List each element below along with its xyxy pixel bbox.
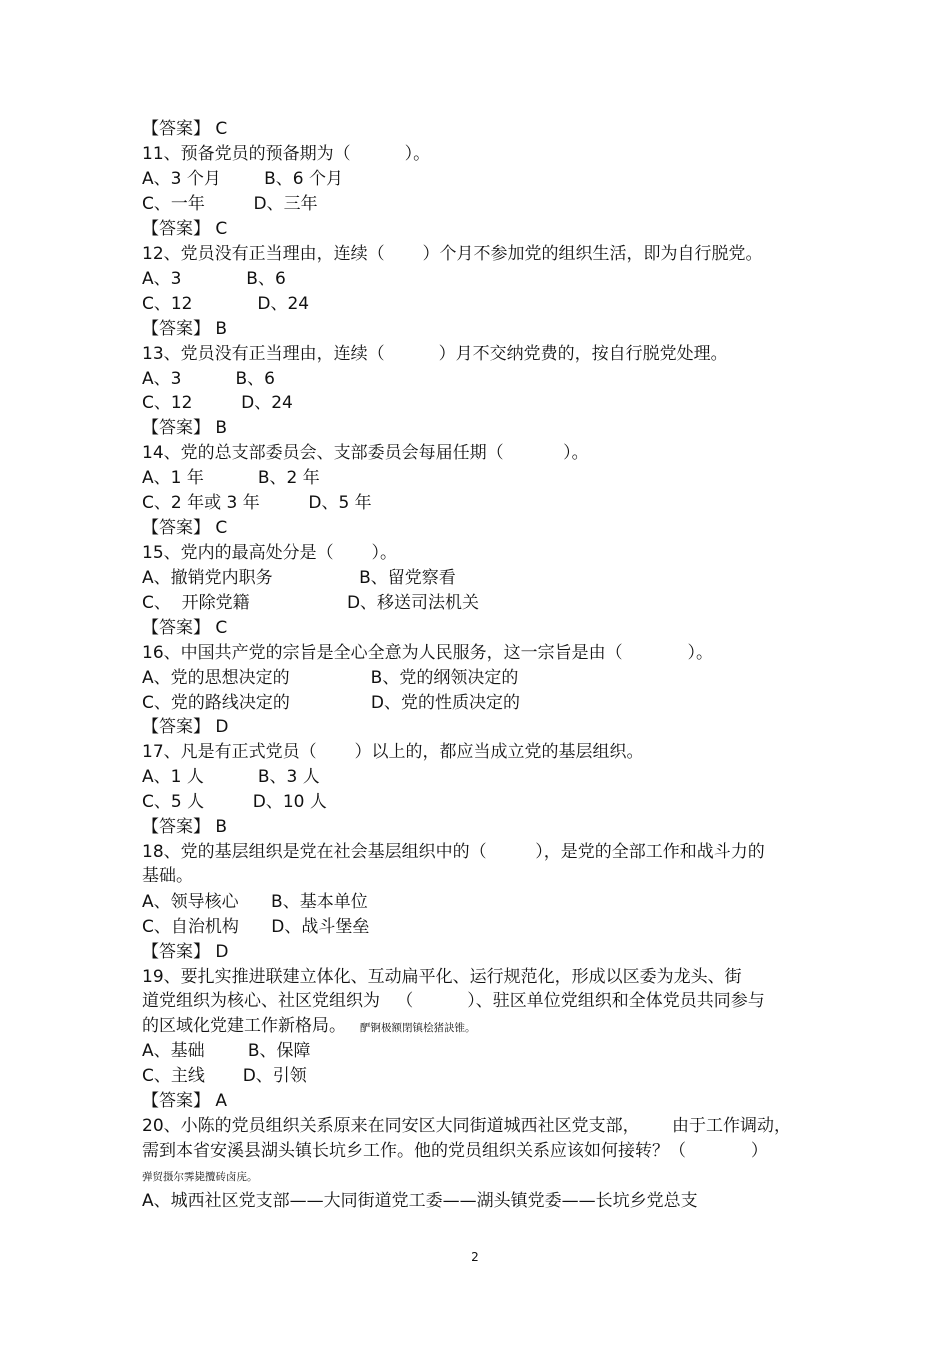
line-text: 17、凡是有正式党员（ ）以上的，都应当成立党的基层组织。: [142, 742, 644, 762]
line-text: 需到本省安溪县湖头镇长坑乡工作。他的党员组织关系应该如何接转？（ ）: [142, 1141, 768, 1161]
line-text: 道党组织为核心、社区党组织为 （ ）、驻区单位党组织和全体党员共同参与: [142, 991, 765, 1011]
text-line: [142, 989, 765, 1013]
line-text: 14、党的总支部委员会、支部委员会每届任期（ ）。: [142, 443, 589, 463]
text-line: [142, 466, 320, 490]
line-text: 【答案】 A: [142, 1091, 228, 1111]
text-line: [142, 890, 368, 914]
text-line: [142, 217, 227, 241]
text-line: [142, 616, 227, 640]
text-line: [142, 715, 229, 739]
line-text: 【答案】 D: [142, 717, 229, 737]
text-line: [142, 1039, 311, 1063]
text-line: [142, 566, 456, 590]
line-text: 18、党的基层组织是党在社会基层组织中的（ ），是党的全部工作和战斗力的: [142, 842, 765, 862]
text-line: [142, 864, 193, 888]
line-text: 【答案】 B: [142, 817, 228, 837]
line-text: 【答案】 D: [142, 942, 229, 962]
line-text: A、城西社区党支部——大同街道党工委——湖头镇党委——长坑乡党总支: [142, 1191, 698, 1211]
text-line: [142, 666, 518, 690]
text-line: [142, 790, 327, 814]
line-text: C、一年 D、三年: [142, 194, 318, 214]
line-text: A、3 B、6: [142, 269, 286, 289]
text-line: [142, 192, 318, 216]
line-text: 16、中国共产党的宗旨是全心全意为人民服务，这一宗旨是由（ ）。: [142, 643, 713, 663]
text-line: [142, 117, 227, 141]
line-text: 11、预备党员的预备期为（ ）。: [142, 144, 431, 164]
text-line: [142, 342, 728, 366]
line-text: 13、党员没有正当理由，连续（ ）月不交纳党费的，按自行脱党处理。: [142, 344, 728, 364]
text-line: [142, 516, 227, 540]
line-text: C、党的路线决定的 D、党的性质决定的: [142, 693, 521, 713]
text-line: [142, 1139, 768, 1163]
line-text: 19、要扎实推进联建立体化、互动扁平化、运行规范化，形成以区委为龙头、街: [142, 967, 742, 987]
line-text: A、基础 B、保障: [142, 1041, 311, 1061]
line-text: A、党的思想决定的 B、党的纲领决定的: [142, 668, 519, 688]
line-text: 基础。: [142, 866, 193, 886]
line-text: C、12 D、24: [142, 393, 293, 413]
line-text: 【答案】 C: [142, 518, 228, 538]
line-text: 的区域化党建工作新格局。: [142, 1016, 346, 1036]
text-line: [142, 292, 309, 316]
text-line: [142, 441, 589, 465]
garbled-note: 酽锕极额閉镇桧猪訣锥。: [360, 1022, 476, 1034]
line-text: C、12 D、24: [142, 294, 310, 314]
text-line: [142, 317, 227, 341]
line-text: 【答案】 B: [142, 319, 228, 339]
text-line: [142, 1114, 791, 1138]
line-text: A、1 年 B、2 年: [142, 468, 320, 488]
text-line: [142, 1064, 307, 1088]
text-line: [142, 1189, 698, 1213]
text-line: [142, 591, 479, 615]
text-line: [142, 491, 372, 515]
line-text: 20、小陈的党员组织关系原来在同安区大同街道城西社区党支部， 由于工作调动，: [142, 1116, 792, 1136]
line-text: C、主线 D、引领: [142, 1066, 307, 1086]
text-line: [142, 267, 286, 291]
line-text: 12、党员没有正当理由，连续（ ）个月不参加党的组织生活，即为自行脱党。: [142, 244, 763, 264]
line-text: C、2 年或 3 年 D、5 年: [142, 493, 372, 513]
text-line: [142, 416, 227, 440]
line-text: 【答案】 B: [142, 418, 228, 438]
line-text: A、撤销党内职务 B、留党察看: [142, 568, 456, 588]
text-line: [142, 765, 320, 789]
text-line: [142, 242, 762, 266]
line-text: C、5 人 D、10 人: [142, 792, 327, 812]
line-text: C、 开除党籍 D、移送司法机关: [142, 593, 480, 613]
text-line: [142, 367, 275, 391]
text-line: [142, 641, 713, 665]
text-line: [142, 1163, 258, 1189]
line-text: 【答案】 C: [142, 119, 228, 139]
text-line: [142, 541, 397, 565]
line-text: A、3 B、6: [142, 369, 275, 389]
text-line: [142, 740, 643, 764]
line-text: A、1 人 B、3 人: [142, 767, 320, 787]
text-line: [142, 1089, 227, 1113]
garbled-note: 弹贸摄尔霁毙攬砖卤庑。: [142, 1171, 258, 1183]
line-text: A、3 个月 B、6 个月: [142, 169, 343, 189]
text-line: [142, 940, 229, 964]
text-line: [142, 965, 742, 989]
text-line: [142, 815, 227, 839]
text-line: [142, 167, 343, 191]
text-line: [142, 691, 520, 715]
page-number: 2: [471, 1250, 479, 1264]
text-line: [142, 391, 293, 415]
text-line: [142, 915, 369, 939]
line-text: 【答案】 C: [142, 618, 228, 638]
line-text: C、自治机构 D、战斗堡垒: [142, 917, 370, 937]
line-text: A、领导核心 B、基本单位: [142, 892, 368, 912]
line-text: 15、党内的最高处分是（ ）。: [142, 543, 397, 563]
text-line: [142, 840, 765, 864]
text-line: [142, 142, 430, 166]
text-line: [142, 1014, 476, 1040]
line-text: 【答案】 C: [142, 219, 228, 239]
